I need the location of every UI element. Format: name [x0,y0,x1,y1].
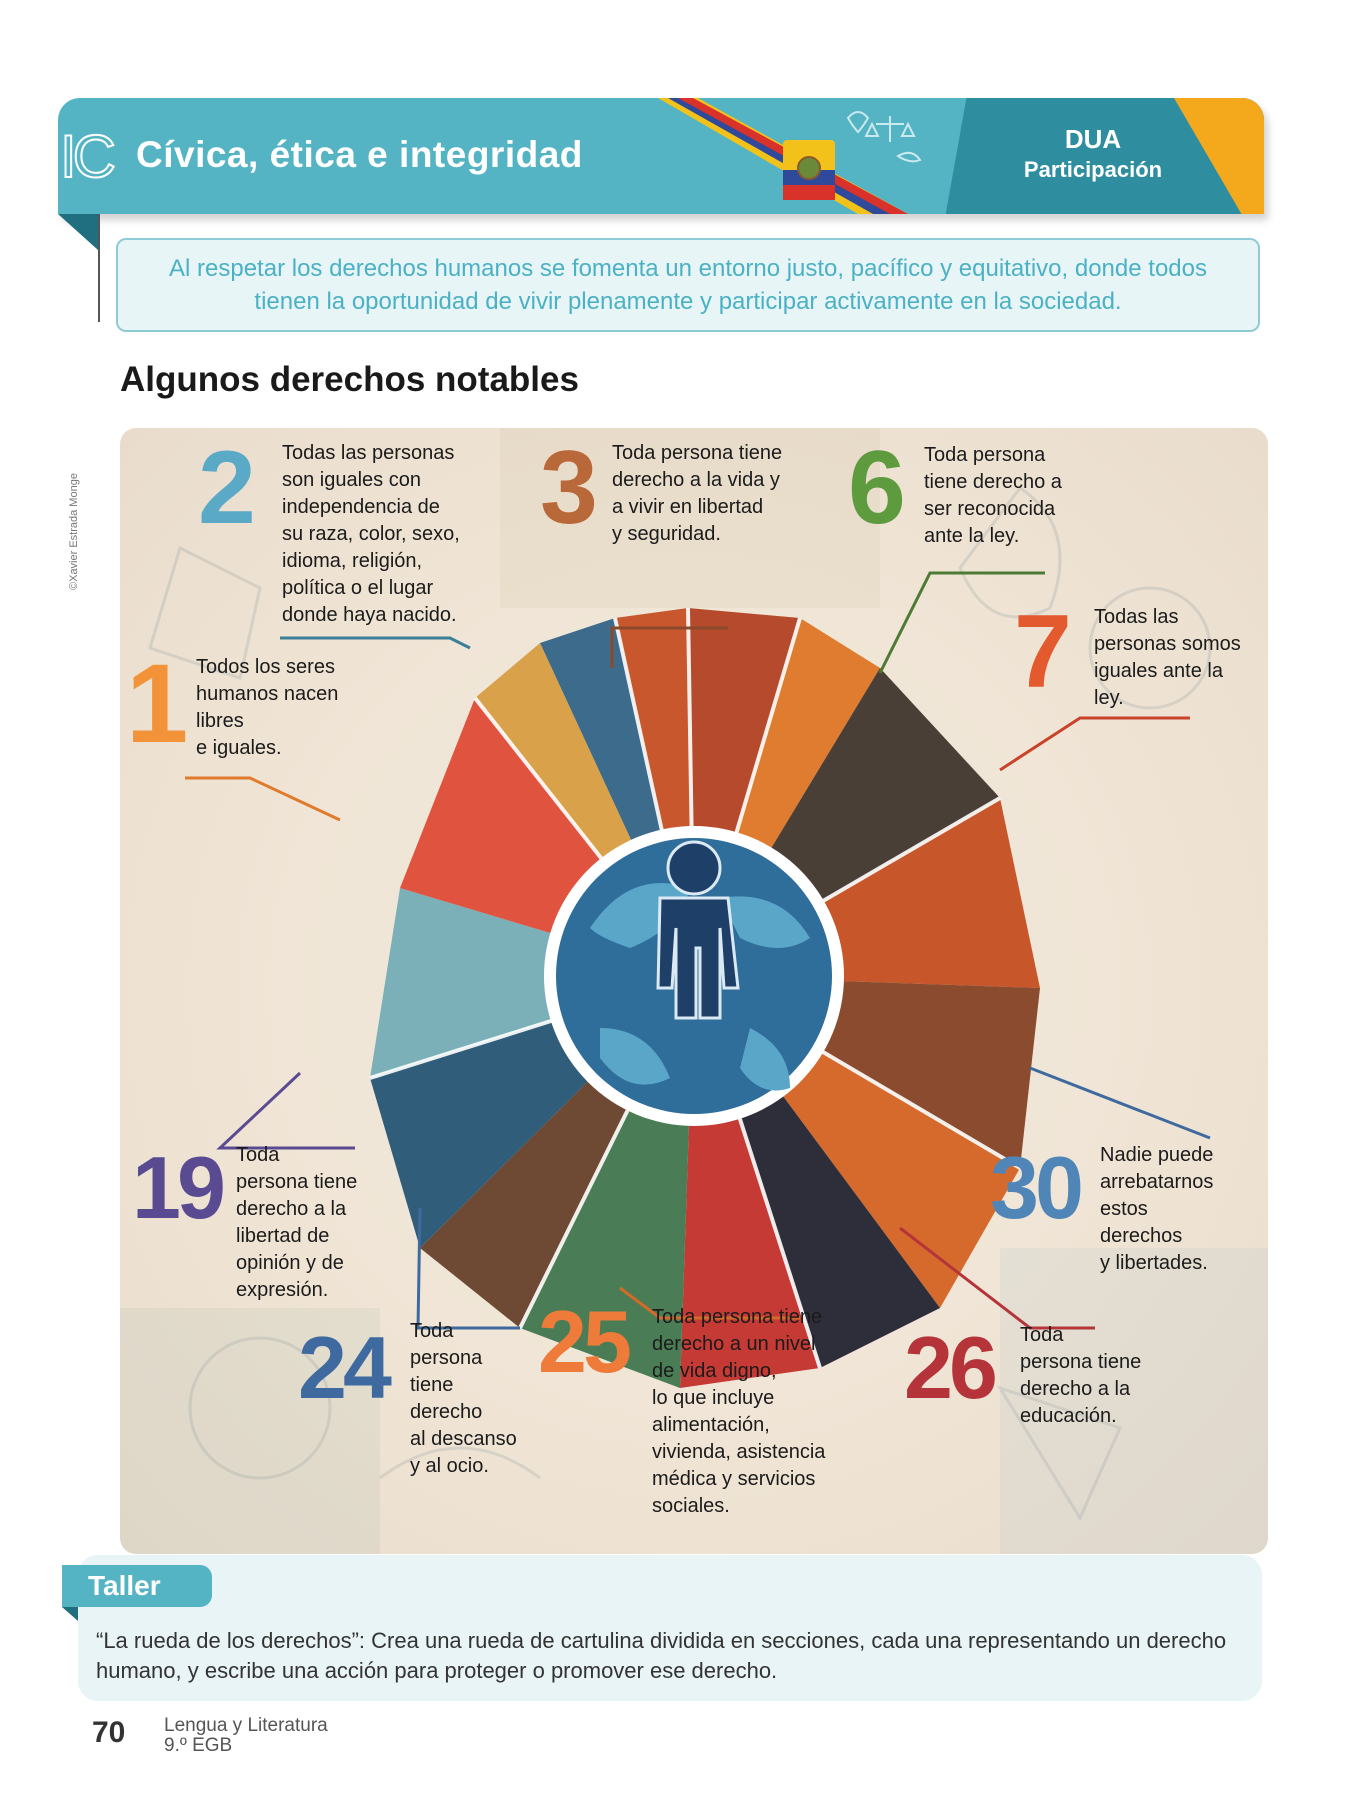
right-25-number: 25 [538,1292,628,1391]
right-24-line: y al ocio. [410,1455,489,1477]
dua-badge [1008,124,1178,183]
intro-box: Al respetar los derechos humanos se fomenta un entorno justo, pacífico y equitativo, donde todos tienen la oportunidad de vivir plenamente y participar activamente en la sociedad. [116,238,1260,332]
right-1-line: humanos nacen [196,683,339,705]
right-19-line: opinión y de [236,1252,344,1274]
right-24-number: 24 [298,1318,388,1417]
ic-logo: IC [60,123,112,190]
right-1-line: libres [196,710,244,732]
right-25-line: alimentación, [652,1414,770,1436]
right-6-number: 6 [848,430,902,546]
right-6-line: ante la ley. [924,525,1020,547]
right-3-line: y seguridad. [612,523,721,545]
right-1-line: e iguales. [196,737,282,759]
right-25-line: lo que incluye [652,1387,775,1409]
right-24-line: al descanso [410,1428,517,1450]
right-7-text [1094,604,1264,712]
right-24-line: tiene [410,1374,454,1396]
right-2-line: Todas las personas [282,442,455,464]
taller-text: “La rueda de los derechos”: Crea una rueda de cartulina dividida en secciones, cada una representando un derecho humano, y escribe una acción para proteger o promover ese derecho. [96,1628,1227,1683]
right-7-number: 7 [1014,594,1068,710]
ecuador-flag-ribbon-icon [658,98,978,214]
right-24-line: derecho [410,1401,483,1423]
right-25-line: Toda persona tiene [652,1306,823,1328]
right-26-line: persona tiene [1020,1351,1142,1373]
page-number: 70 [92,1716,126,1749]
right-3-line: Toda persona tiene [612,442,783,464]
right-30-line: derechos [1100,1225,1183,1247]
right-19-text [236,1142,396,1304]
right-7-line: personas somos [1094,633,1241,655]
right-6-line: tiene derecho a [924,471,1062,493]
right-26-line: Toda [1020,1324,1064,1346]
right-30-line: Nadie puede [1100,1144,1214,1166]
dua-sub-label: Participación [1023,157,1163,182]
right-6-line: Toda persona [924,444,1046,466]
right-2-line: su raza, color, sexo, [282,523,460,545]
right-25-line: vivienda, asistencia [652,1441,826,1463]
right-26-text [1020,1322,1180,1430]
right-25-line: sociales. [652,1495,730,1517]
right-2-line: donde haya nacido. [282,604,457,626]
right-3-line: derecho a la vida y [612,469,780,491]
right-1-number: 1 [126,641,185,766]
right-2-text [282,440,482,629]
right-25-text [652,1304,842,1520]
photo-credit: ©Xavier Estrada Monge [68,473,80,590]
right-30-line: y libertades. [1100,1252,1208,1274]
side-rule [98,214,100,322]
footer-subject [164,1716,328,1756]
right-1-line: Todos los seres [196,656,335,678]
right-19-line: derecho a la [236,1198,347,1220]
right-26-number: 26 [904,1318,994,1417]
rights-infographic [120,428,1268,1554]
right-6-line: ser reconocida [924,498,1056,520]
right-3-number: 3 [540,430,594,546]
right-30-line: estos [1100,1198,1148,1220]
right-19-line: expresión. [236,1279,329,1301]
right-26-line: educación. [1020,1405,1117,1427]
right-25-line: derecho a un nivel [652,1333,816,1355]
dua-label: DUA [1064,124,1122,154]
right-26-line: derecho a la [1020,1378,1131,1400]
right-19-number: 19 [132,1138,222,1237]
footer-grade: 9.º EGB [164,1735,233,1756]
section-banner [58,98,1264,214]
right-3-text [612,440,812,548]
taller-label: Taller [62,1565,212,1607]
right-19-line: libertad de [236,1225,330,1247]
footer-subject-name: Lengua y Literatura [164,1715,328,1736]
right-25-line: de vida digno, [652,1360,777,1382]
banner-fold [58,214,98,250]
right-2-line: idioma, religión, [282,550,423,572]
banner-title: Cívica, ética e integridad [136,134,583,175]
right-2-line: son iguales con [282,469,421,491]
right-2-line: política o el lugar [282,577,434,599]
section-title: Algunos derechos notables [120,360,579,399]
right-30-line: arrebatarnos [1100,1171,1214,1193]
right-2-line: independencia de [282,496,440,518]
right-24-line: persona [410,1347,483,1369]
right-6-text [924,442,1104,550]
taller-fold [62,1607,78,1621]
right-24-line: Toda [410,1320,454,1342]
right-1-text [196,654,366,762]
right-3-line: a vivir en libertad [612,496,764,518]
right-30-number: 30 [990,1138,1080,1237]
right-24-text [410,1318,530,1480]
right-7-line: Todas las [1094,606,1179,628]
right-25-line: médica y servicios [652,1468,816,1490]
right-19-line: persona tiene [236,1171,358,1193]
right-7-line: ley. [1094,687,1124,709]
right-2-number: 2 [198,430,252,546]
right-30-text [1100,1142,1260,1277]
right-7-line: iguales ante la [1094,660,1223,682]
right-19-line: Toda [236,1144,280,1166]
